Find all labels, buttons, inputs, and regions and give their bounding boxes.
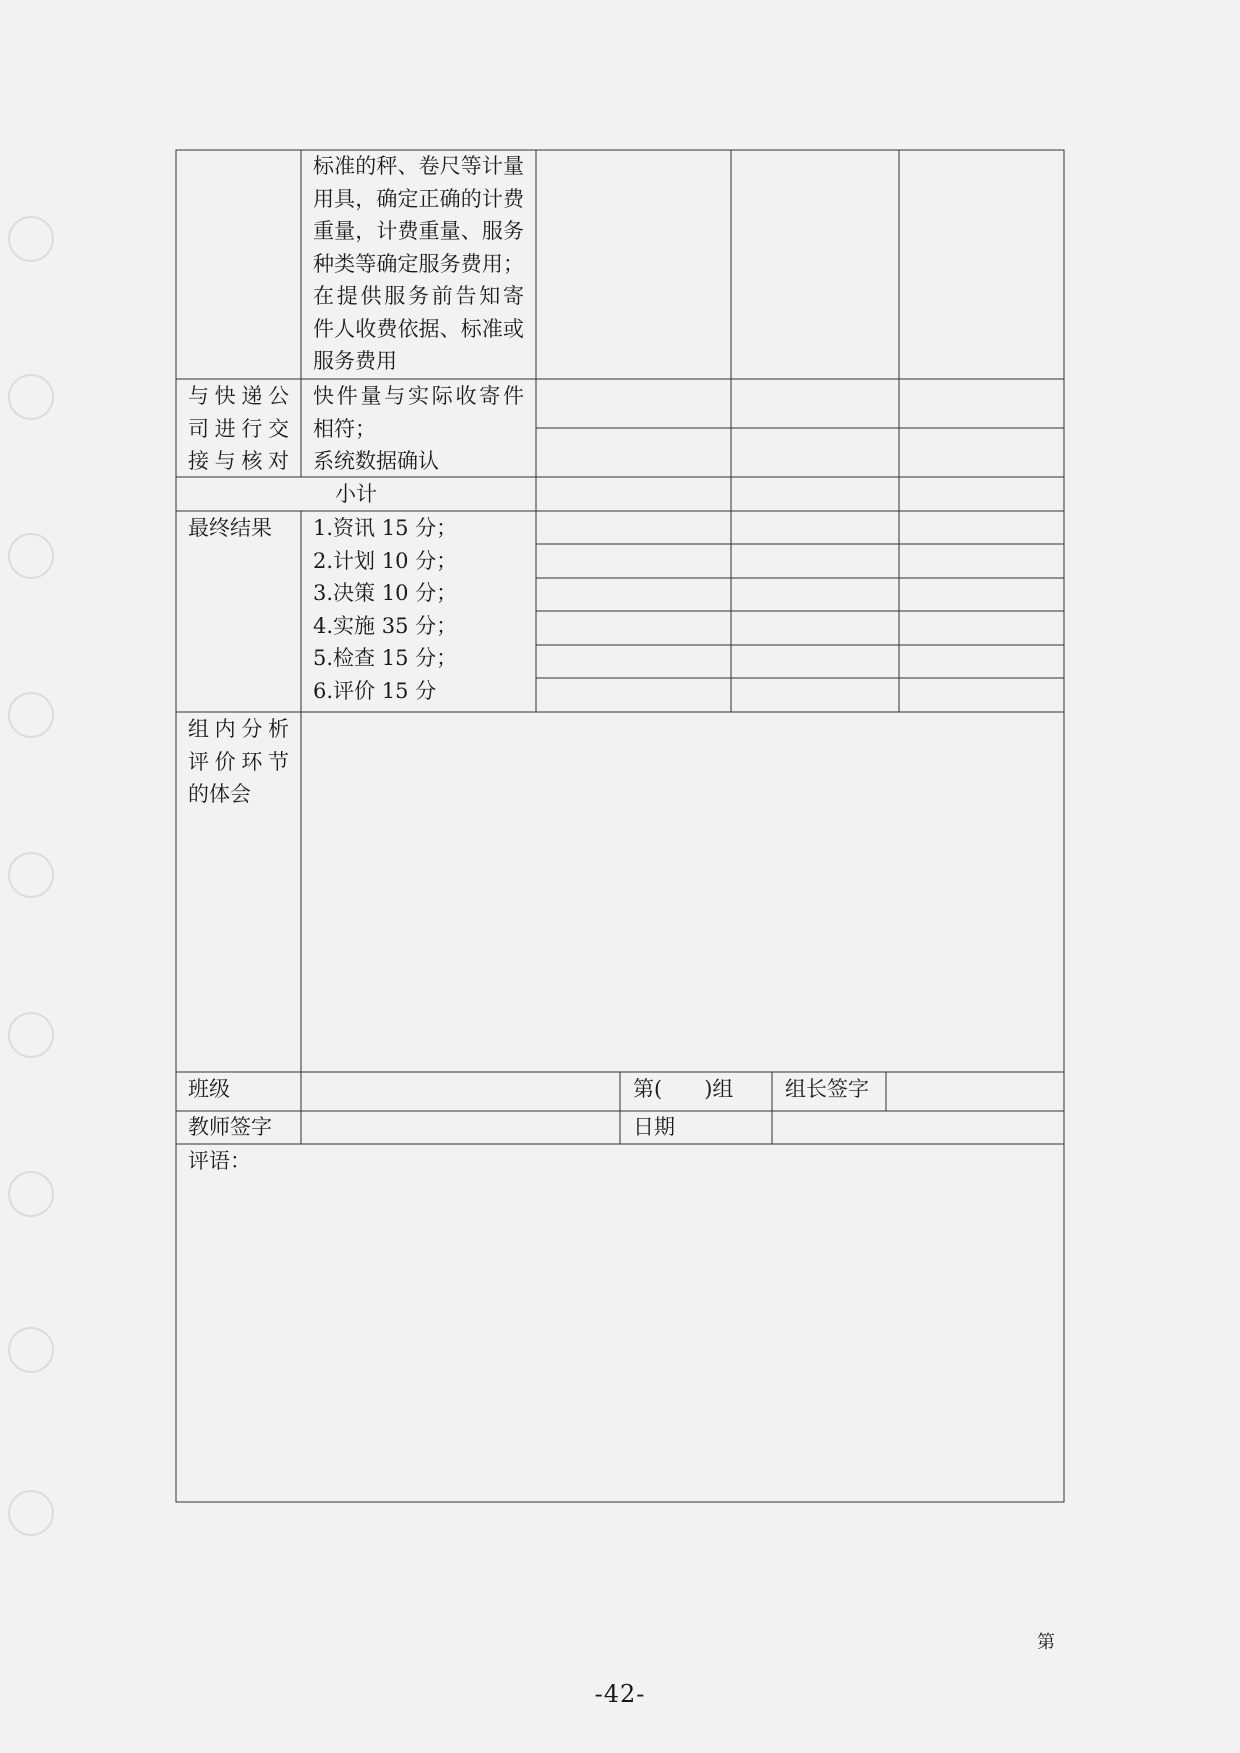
leader-signature-field[interactable] (887, 1073, 1063, 1110)
leader-signature-label: 组长签字 (785, 1077, 869, 1101)
page-number: -42- (594, 1680, 646, 1708)
text-line: 接与核对 (188, 449, 289, 473)
text-line: 标准的秤、卷尺等计量 (313, 154, 524, 178)
class-label: 班级 (188, 1077, 230, 1101)
handover-check-item-text (313, 380, 524, 478)
teacher-signature-label: 教师签字 (188, 1115, 272, 1139)
comment-field[interactable] (177, 1180, 1063, 1501)
text-line: 组内分析 (188, 717, 289, 741)
final-result-label: 最终结果 (188, 516, 272, 540)
text-line: 系统数据确认 (313, 449, 439, 473)
text-line: 在提供服务前告知寄 (313, 284, 524, 308)
teacher-signature-field[interactable] (302, 1112, 619, 1143)
score-item: 1.资讯 15 分； (313, 516, 458, 540)
text-line: 服务费用 (313, 349, 397, 373)
text-line: 种类等确定服务费用； (313, 251, 524, 276)
score-item: 5.检查 15 分； (313, 646, 458, 670)
date-field[interactable] (773, 1112, 1063, 1143)
score-item: 4.实施 35 分； (313, 613, 458, 638)
text-line: 件人收费依据、标准或 (313, 316, 524, 341)
subtotal-label: 小计 (335, 482, 377, 506)
score-item: 2.计划 10 分； (313, 548, 458, 573)
text-line: 的体会 (188, 782, 251, 806)
text-line: 司进行交 (188, 416, 289, 441)
group-analysis-field[interactable] (302, 713, 1063, 1071)
fee-standard-item-text (313, 150, 524, 378)
text-line: 重量，计费重量、服务 (313, 219, 524, 243)
text-line: 评价环节 (188, 749, 289, 774)
date-label: 日期 (633, 1115, 675, 1139)
text-line: 用具，确定正确的计费 (313, 186, 524, 211)
comment-label: 评语： (188, 1149, 251, 1173)
handover-check-label (188, 380, 289, 478)
final-result-items (313, 512, 457, 707)
score-item: 3.决策 10 分； (313, 581, 458, 605)
text-line: 快件量与实际收寄件 (313, 384, 524, 408)
group-number-label: 第( )组 (633, 1077, 734, 1101)
group-analysis-label (188, 713, 289, 811)
page-footer-mark: 第 (1037, 1632, 1055, 1653)
class-field[interactable] (302, 1073, 619, 1110)
text-line: 相符； (313, 416, 376, 441)
score-item: 6.评价 15 分 (313, 678, 437, 703)
text-line: 与快递公 (188, 384, 289, 408)
